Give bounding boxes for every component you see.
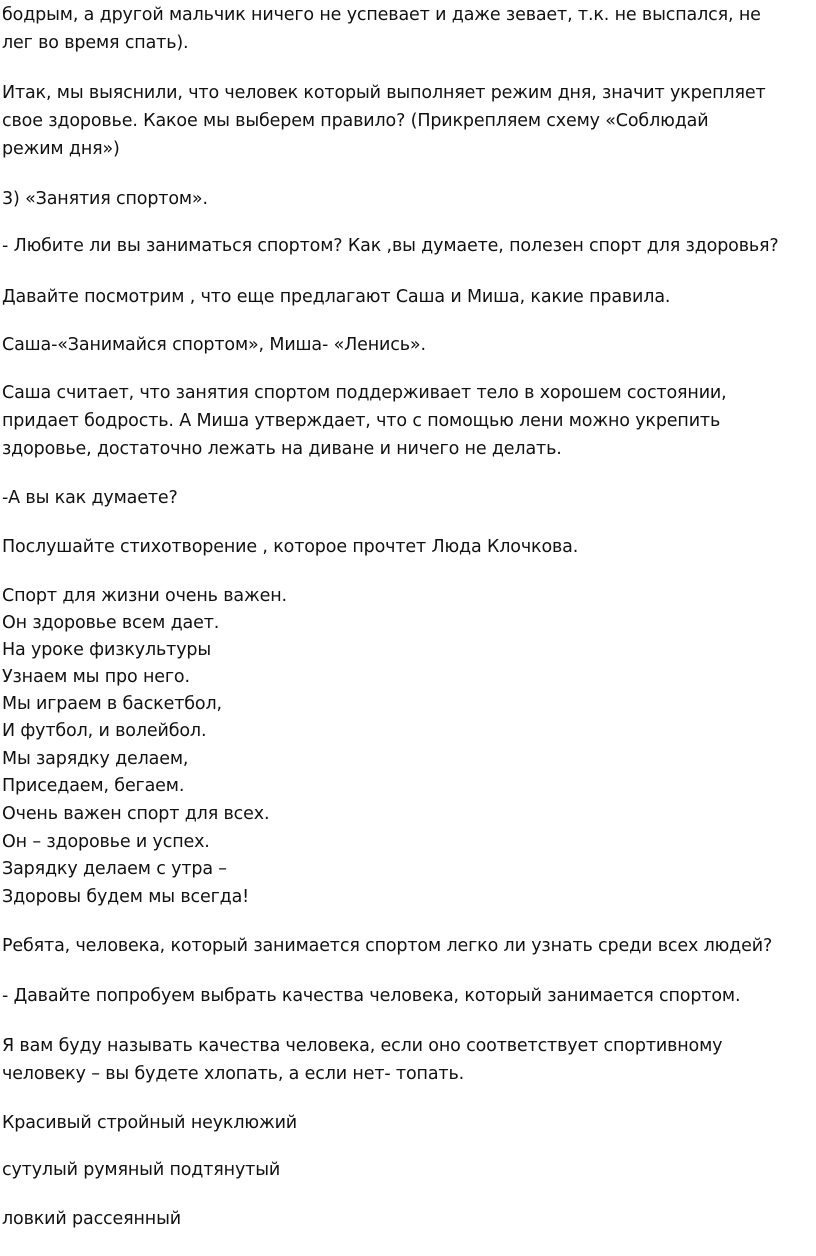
poem-line: Спорт для жизни очень важен. (2, 586, 287, 606)
text-line: свое здоровье. Какое мы выберем правило? (Прикрепляем схему «Соблюдай (2, 111, 709, 131)
text-line: Я вам буду называть качества человека, если оно соответствует спортивному (2, 1036, 723, 1056)
poem-line: Очень важен спорт для всех. (2, 804, 270, 824)
qualities-line: Красивый стройный неуклюжий (2, 1113, 298, 1133)
text-line: лег во время спать). (2, 33, 189, 53)
text-line: бодрым, а другой мальчик ничего не успевает и даже зевает, т.к. не выспался, не (2, 5, 761, 25)
qualities-line: ловкий рассеянный (2, 1209, 181, 1229)
poem-line: Приседаем, бегаем. (2, 776, 185, 796)
text-line: режим дня») (2, 139, 120, 159)
poem-line: Здоровы будем мы всегда! (2, 887, 250, 907)
text-line: -А вы как думаете? (2, 488, 178, 508)
text-line: Давайте посмотрим , что еще предлагают Саша и Миша, какие правила. (2, 287, 671, 307)
qualities-line: сутулый румяный подтянутый (2, 1160, 281, 1180)
text-line: - Давайте попробуем выбрать качества человека, который занимается спортом. (2, 986, 741, 1006)
text-line: Итак, мы выяснили, что человек который выполняет режим дня, значит укрепляет (2, 83, 766, 103)
poem-line: И футбол, и волейбол. (2, 721, 207, 741)
text-line: придает бодрость. А Миша утверждает, что с помощью лени можно укрепить (2, 411, 721, 431)
text-line: Саша считает, что занятия спортом поддерживает тело в хорошем состоянии, (2, 383, 727, 403)
section-heading: 3) «Занятия спортом». (2, 189, 208, 209)
text-line: человеку – вы будете хлопать, а если нет- топать. (2, 1064, 465, 1084)
text-line: Саша-«Занимайся спортом», Миша- «Ленись». (2, 335, 426, 355)
text-line: Послушайте стихотворение , которое прочтет Люда Клочкова. (2, 537, 579, 557)
text-line: здоровье, достаточно лежать на диване и ничего не делать. (2, 439, 562, 459)
poem-line: Он здоровье всем дает. (2, 613, 220, 633)
text-line: - Любите ли вы заниматься спортом? Как ,вы думаете, полезен спорт для здоровья? (2, 236, 779, 256)
poem-line: Мы играем в баскетбол, (2, 694, 222, 714)
poem-line: Он – здоровье и успех. (2, 832, 210, 852)
poem-line: Зарядку делаем с утра – (2, 859, 227, 879)
poem-line: Узнаем мы про него. (2, 667, 190, 687)
poem-line: На уроке физкультуры (2, 640, 212, 660)
poem-line: Мы зарядку делаем, (2, 749, 189, 769)
text-line: Ребята, человека, который занимается спортом легко ли узнать среди всех людей? (2, 936, 773, 956)
